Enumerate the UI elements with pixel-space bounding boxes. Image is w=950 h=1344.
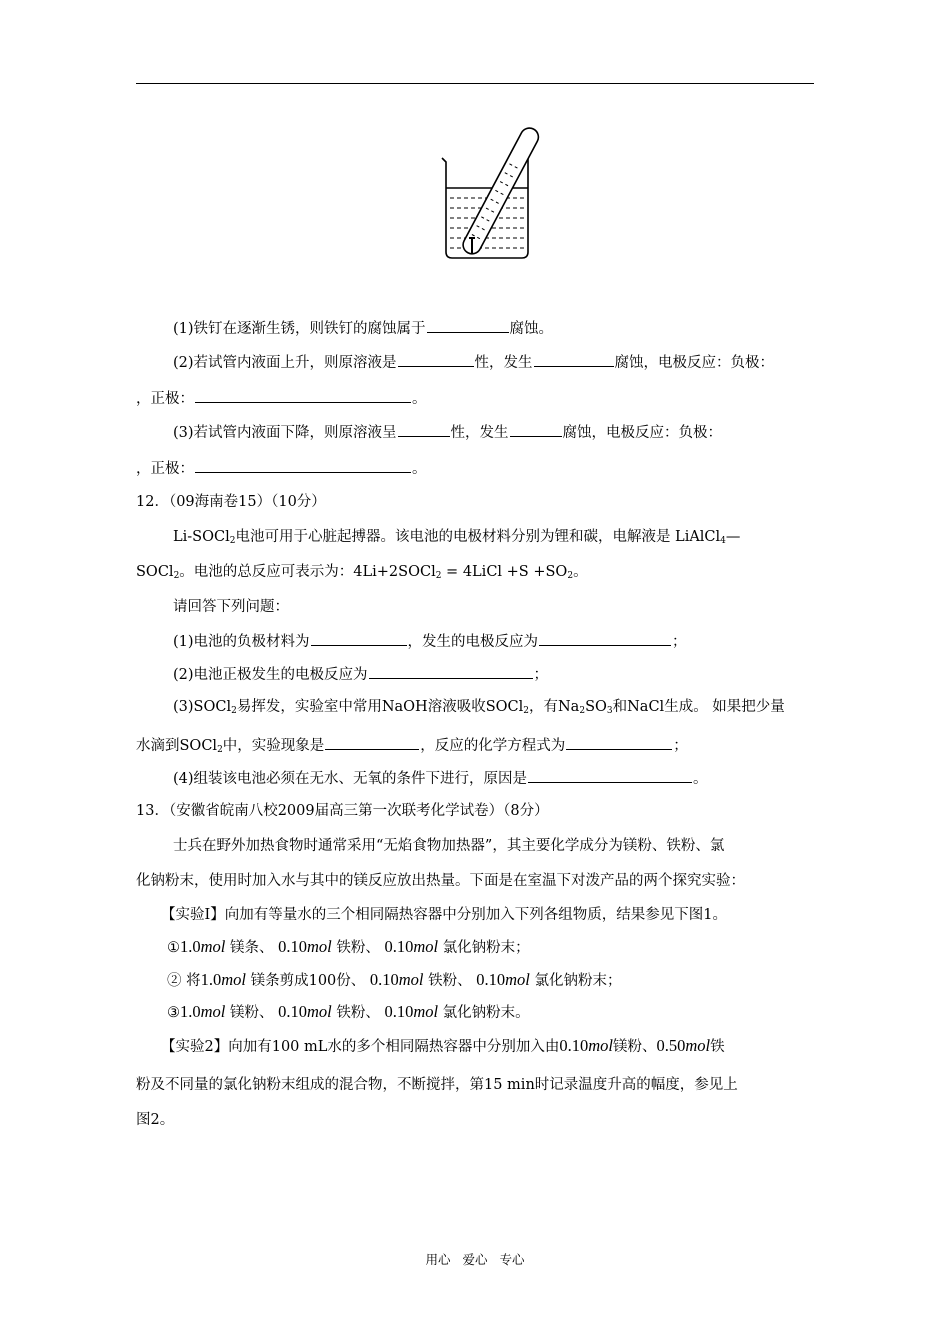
q13-para2: 化钠粉末，使用时加入水与其中的镁反应放出热量。下面是在室温下对泼产品的两个探究实验：: [136, 873, 745, 889]
q13-group2: ② 将1.0mol 镁条剪成100份、 0.10mol 铁粉、 0.10mol 氯化钠粉末；: [167, 970, 622, 989]
answer-blank[interactable]: [510, 422, 562, 437]
q12-part3: (3)SOCl$_2$易挥发，实验室中常用NaOH溶液吸收SOCl$_2$，有$Na_2SO_3$和NaCl生成。 如果把少量: [173, 699, 785, 716]
q12-header: 12．（09海南卷15）（10分）: [136, 494, 326, 510]
q13-group1: ①1.0mol 镁条、 0.10mol 铁粉、 0.10mol 氯化钠粉末；: [167, 937, 530, 956]
beaker-test-tube-figure: [436, 122, 548, 262]
answer-blank[interactable]: [311, 631, 407, 646]
q12-intro-line1: Li-SOCl$_2$电池可用于心脏起搏器。该电池的电极材料分别为锂和碳，电解液是 LiAlCl$_4$—: [173, 529, 741, 546]
answer-blank[interactable]: [539, 631, 671, 646]
q11-part2-positive: ，正极： 。: [136, 388, 427, 409]
q12-please-answer: 请回答下列问题：: [173, 599, 289, 615]
q12-part2: (2)电池正极发生的电极反应为 ；: [173, 664, 548, 685]
answer-blank[interactable]: [195, 388, 411, 403]
answer-blank[interactable]: [528, 768, 692, 783]
answer-blank[interactable]: [398, 422, 450, 437]
q12-intro-line2: SOCl$_2$。电池的总反应可表示为：4Li+2SOCl$_2$ = 4LiCl $+S +SO_2$。: [136, 564, 588, 581]
header-rule: [136, 83, 814, 84]
q11-part3: (3)若试管内液面下降，则原溶液呈 性，发生 腐蚀，电极反应：负极：: [173, 422, 722, 443]
q13-experiment2-end: 图2。: [136, 1112, 175, 1128]
q13-group3: ③1.0mol 镁粉、 0.10mol 铁粉、 0.10mol 氯化钠粉末。: [167, 1002, 530, 1021]
answer-blank[interactable]: [534, 352, 614, 367]
answer-blank[interactable]: [566, 735, 672, 750]
answer-blank[interactable]: [325, 735, 419, 750]
q13-experiment1: 【实验Ⅰ】向加有等量水的三个相同隔热容器中分别加入下列各组物质，结果参见下图1。: [161, 907, 727, 923]
q12-part4: (4)组装该电池必须在无水、无氧的条件下进行，原因是 。: [173, 768, 708, 789]
q11-part1: (1)铁钉在逐渐生锈，则铁钉的腐蚀属于 腐蚀。: [173, 318, 553, 339]
q13-experiment2: 【实验2】向加有100 mL水的多个相同隔热容器中分别加入由0.10mol镁粉、0.50mol铁: [161, 1036, 725, 1055]
q12-part1: (1)电池的负极材料为 ，发生的电极反应为 ；: [173, 631, 687, 652]
answer-blank[interactable]: [427, 318, 509, 333]
q13-para1: 士兵在野外加热食物时通常采用“无焰食物加热器”，其主要化学成分为镁粉、铁粉、氯: [173, 838, 725, 854]
page-footer: 用心 爱心 专心: [425, 1252, 525, 1267]
answer-blank[interactable]: [369, 664, 533, 679]
q11-part2: (2)若试管内液面上升，则原溶液是 性，发生 腐蚀，电极反应：负极：: [173, 352, 774, 373]
answer-blank[interactable]: [195, 458, 411, 473]
q11-part3-positive: ，正极： 。: [136, 458, 427, 479]
q12-part3-cont: 水滴到SOCl$_2$中，实验现象是 ，反应的化学方程式为 ；: [136, 735, 688, 760]
q13-header: 13．（安徽省皖南八校2009届高三第一次联考化学试卷）（8分）: [136, 803, 549, 819]
q13-experiment2-cont: 粉及不同量的氯化钠粉末组成的混合物，不断搅拌，第15 min时记录温度升高的幅度，参见上: [136, 1077, 738, 1093]
answer-blank[interactable]: [398, 352, 474, 367]
